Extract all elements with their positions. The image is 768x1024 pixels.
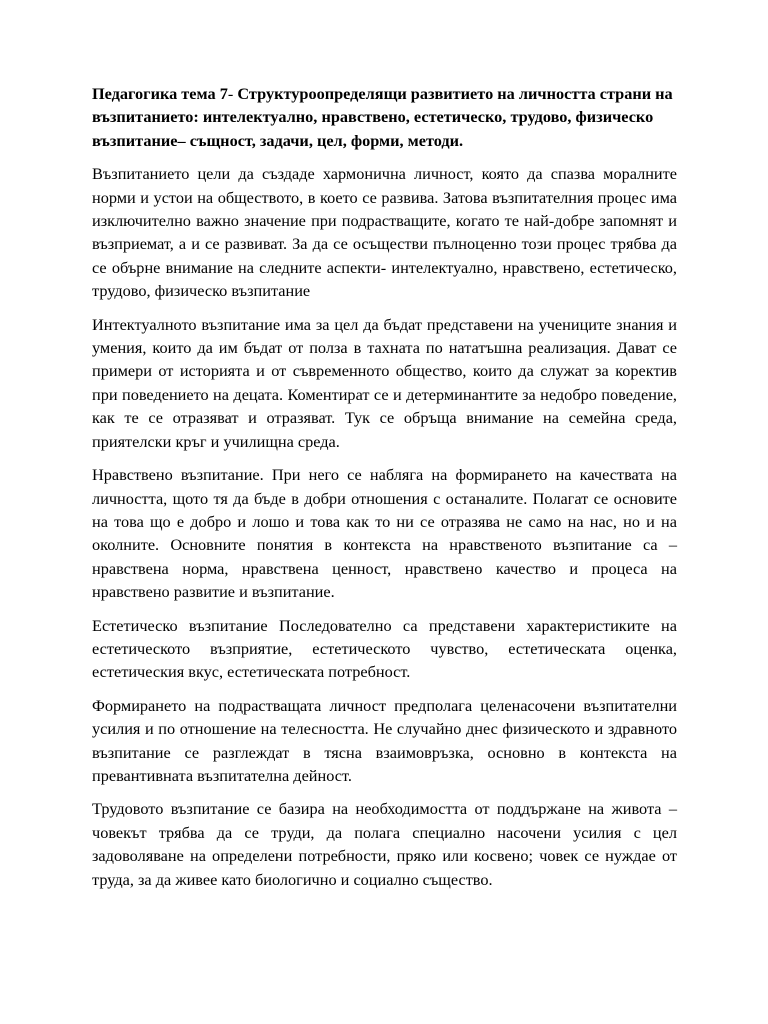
- paragraph-physical: Формирането на подрастващата личност предполага целенасочени възпитателни усилия и по отношение на телесността. Не случайно днес физическото и здравното възпитание се разглеждат в тясна взаимовръзка, основно в контекста на превантивната възпитателна дейност.: [92, 695, 677, 785]
- title-rest: Структуроопределящи развитието на личността страни на възпитанието: интелектуално, нравствено, естетическо, трудово, физическо възпитание– същност, задачи, цел, форми, методи.: [92, 84, 673, 150]
- paragraph-intro: Възпитанието цели да създаде хармонична личност, която да спазва моралните норми и устои на обществото, в което се развива. Затова възпитателния процес има изключително важно значение при подрастващите, когато те най-добре запомнят и възприемат, а и се развиват. За да се осъществи пълноценно този процес трябва да се обърне внимание на следните аспекти- интелектуално, нравствено, естетическо, трудово, физическо възпитание: [92, 164, 677, 301]
- paragraph-labor: Трудовото възпитание се базира на необходимостта от поддържане на живота – човекът трябва да се труди, да полага специално насочени усилия с цел задоволяване на определени потребности, пряко или косвено; човек се нуждае от труда, за да живее като биологично и социално същество.: [92, 799, 677, 889]
- document-page: [92, 82, 677, 901]
- paragraph-intellectual: Интектуалното възпитание има за цел да бъдат представени на учениците знания и умения, които да им бъдат от полза в тахната по нататъшна реализация. Дават се примери от историята и от съвременното общество, които да служат за коректив при поведението на децата. Коментират се и детерминантите за недобро поведение, как те се отразяват и отразяват. Тук се обръща внимание на семейна среда, приятелски кръг и училищна среда.: [92, 314, 677, 451]
- document-title: [92, 82, 677, 152]
- paragraph-aesthetic: Естетическо възпитание Последователно са представени характеристиките на естетическото възприятие, естетическото чувство, естетическата оценка, естетическия вкус, естетическата потребност.: [92, 615, 677, 682]
- title-lead: Педагогика тема 7: [92, 84, 228, 103]
- paragraph-moral: Нравствено възпитание. При него се набляга на формирането на качествата на личността, щото тя да бъде в добри отношения с останалите. Полагат се основите на това що е добро и лошо и това как то ни се отразява не само на нас, но и на околните. Основните понятия в контекста на нравственото възпитание са – нравствена норма, нравствена ценност, нравствено качество и процеса на нравствено развитие и възпитание.: [92, 465, 677, 602]
- title-separator: -: [227, 84, 238, 103]
